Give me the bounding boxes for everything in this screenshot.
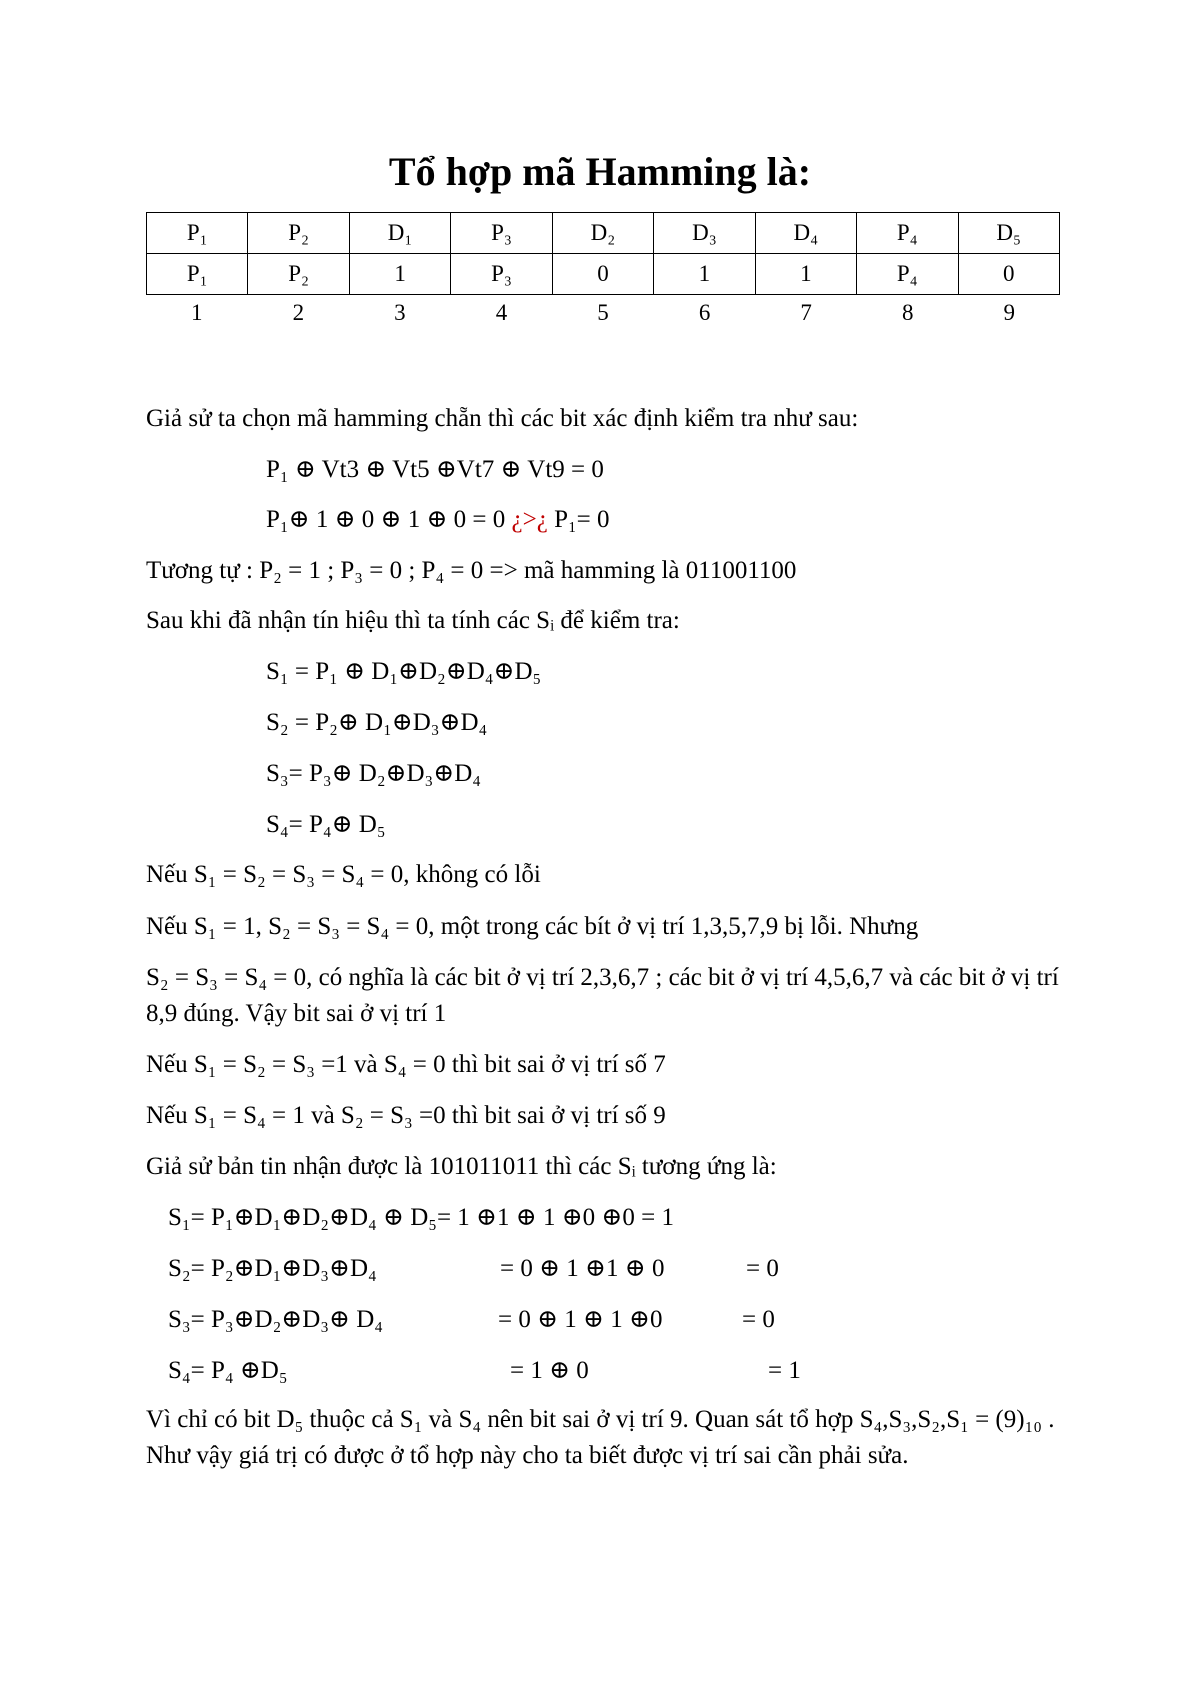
conclusion-paragraph: Vì chỉ có bit D₅ thuộc cả S₁ và S₄ nên bit sai ở vị trí 9. Quan sát tổ hợp S₄,S₃,S₂,S₁ = (9)₁₀ . Như vậy giá trị có được ở tổ hợp này cho ta biết được vị trí sai cần phải sửa. <box>146 1406 1055 1469</box>
page-title: Tổ hợp mã Hamming là: <box>388 149 812 194</box>
equation-part: P₁= 0 <box>547 506 610 533</box>
calc-lhs: S₁= P₁⊕D₁⊕D₂⊕D₄ ⊕ D₅= 1 ⊕1 ⊕ 1 ⊕0 ⊕0 = 1 <box>168 1204 674 1231</box>
table-cell: D₁ <box>349 213 450 254</box>
table-cell: 1 <box>349 254 450 295</box>
table-cell: 0 <box>958 254 1060 295</box>
table-cell: P₂ <box>248 213 349 254</box>
text-line: Sau khi đã nhận tín hiệu thì ta tính các Sᵢ để kiểm tra: <box>146 607 680 634</box>
table-cell: 1 <box>755 254 856 295</box>
calc-mid: = 1 ⊕ 0 <box>510 1357 589 1384</box>
position-row <box>146 300 1060 326</box>
equation-line: P₁ ⊕ Vt3 ⊕ Vt5 ⊕Vt7 ⊕ Vt9 = 0 <box>266 456 604 483</box>
text-paragraph: S₂ = S₃ = S₄ = 0, có nghĩa là các bit ở vị trí 2,3,6,7 ; các bit ở vị trí 4,5,6,7 và các bit ở vị trí 8,9 đúng. Vậy bit sai ở vị trí 1 <box>146 964 1059 1027</box>
position-label: 6 <box>698 300 711 325</box>
table-cell: P₁ <box>147 254 248 295</box>
text-line: Nếu S₁ = S₂ = S₃ = S₄ = 0, không có lỗi <box>146 861 541 888</box>
text-line: Giả sử bản tin nhận được là 101011011 thì các Sᵢ tương ứng là: <box>146 1153 777 1180</box>
calc-result: = 0 <box>746 1255 779 1282</box>
calc-lhs: S₃= P₃⊕D₂⊕D₃⊕ D₄ <box>168 1306 383 1333</box>
table-value-row <box>147 254 1060 295</box>
position-label: 5 <box>597 300 609 325</box>
text-line: Tương tự : P₂ = 1 ; P₃ = 0 ; P₄ = 0 => mã hamming là 011001100 <box>146 557 797 584</box>
hamming-table <box>146 212 1060 295</box>
calc-result: = 1 <box>768 1357 801 1384</box>
table-cell: D₃ <box>654 213 755 254</box>
position-label: 1 <box>191 300 203 325</box>
text-line: Giả sử ta chọn mã hamming chẵn thì các bit xác định kiểm tra như sau: <box>146 405 859 432</box>
text-line: Nếu S₁ = 1, S₂ = S₃ = S₄ = 0, một trong các bít ở vị trí 1,3,5,7,9 bị lỗi. Nhưng <box>146 913 919 940</box>
equation-line: S₂ = P₂⊕ D₁⊕D₃⊕D₄ <box>266 709 488 736</box>
text-line: Nếu S₁ = S₂ = S₃ =1 và S₄ = 0 thì bit sai ở vị trí số 7 <box>146 1051 666 1078</box>
table-cell: P₃ <box>451 254 552 295</box>
equation-part: P₁⊕ 1 ⊕ 0 ⊕ 1 ⊕ 0 = 0 <box>266 506 512 533</box>
calc-result: = 0 <box>742 1306 775 1333</box>
equation-symbol: ¿>¿ <box>511 506 548 533</box>
table-cell: 1 <box>654 254 755 295</box>
position-label: 8 <box>901 300 914 325</box>
equation-line: S₃= P₃⊕ D₂⊕D₃⊕D₄ <box>266 760 481 787</box>
table-cell: D₂ <box>552 213 653 254</box>
calc-mid: = 0 ⊕ 1 ⊕1 ⊕ 0 <box>500 1255 665 1282</box>
position-label: 9 <box>1003 300 1016 325</box>
table-cell: D₅ <box>958 213 1060 254</box>
table-cell: P₁ <box>147 213 248 254</box>
calc-lhs: S₄= P₄ ⊕D₅ <box>168 1357 288 1384</box>
position-label: 4 <box>495 300 508 325</box>
table-cell: 0 <box>552 254 653 295</box>
table-cell: D₄ <box>755 213 856 254</box>
table-cell: P₃ <box>451 213 552 254</box>
table-header-row <box>147 213 1060 254</box>
calc-mid: = 0 ⊕ 1 ⊕ 1 ⊕0 <box>498 1306 663 1333</box>
position-label: 2 <box>292 300 305 325</box>
equation-line: S₁ = P₁ ⊕ D₁⊕D₂⊕D₄⊕D₅ <box>266 658 542 685</box>
position-label: 3 <box>394 300 406 325</box>
text-line: Nếu S₁ = S₄ = 1 và S₂ = S₃ =0 thì bit sai ở vị trí số 9 <box>146 1102 666 1129</box>
table-cell: P₄ <box>857 213 958 254</box>
equation-line <box>266 505 610 535</box>
table-cell: P₄ <box>857 254 958 295</box>
calc-lhs: S₂= P₂⊕D₁⊕D₃⊕D₄ <box>168 1255 377 1282</box>
table-cell: P₂ <box>248 254 349 295</box>
equation-line: S₄= P₄⊕ D₅ <box>266 811 386 838</box>
position-label: 7 <box>800 300 812 325</box>
